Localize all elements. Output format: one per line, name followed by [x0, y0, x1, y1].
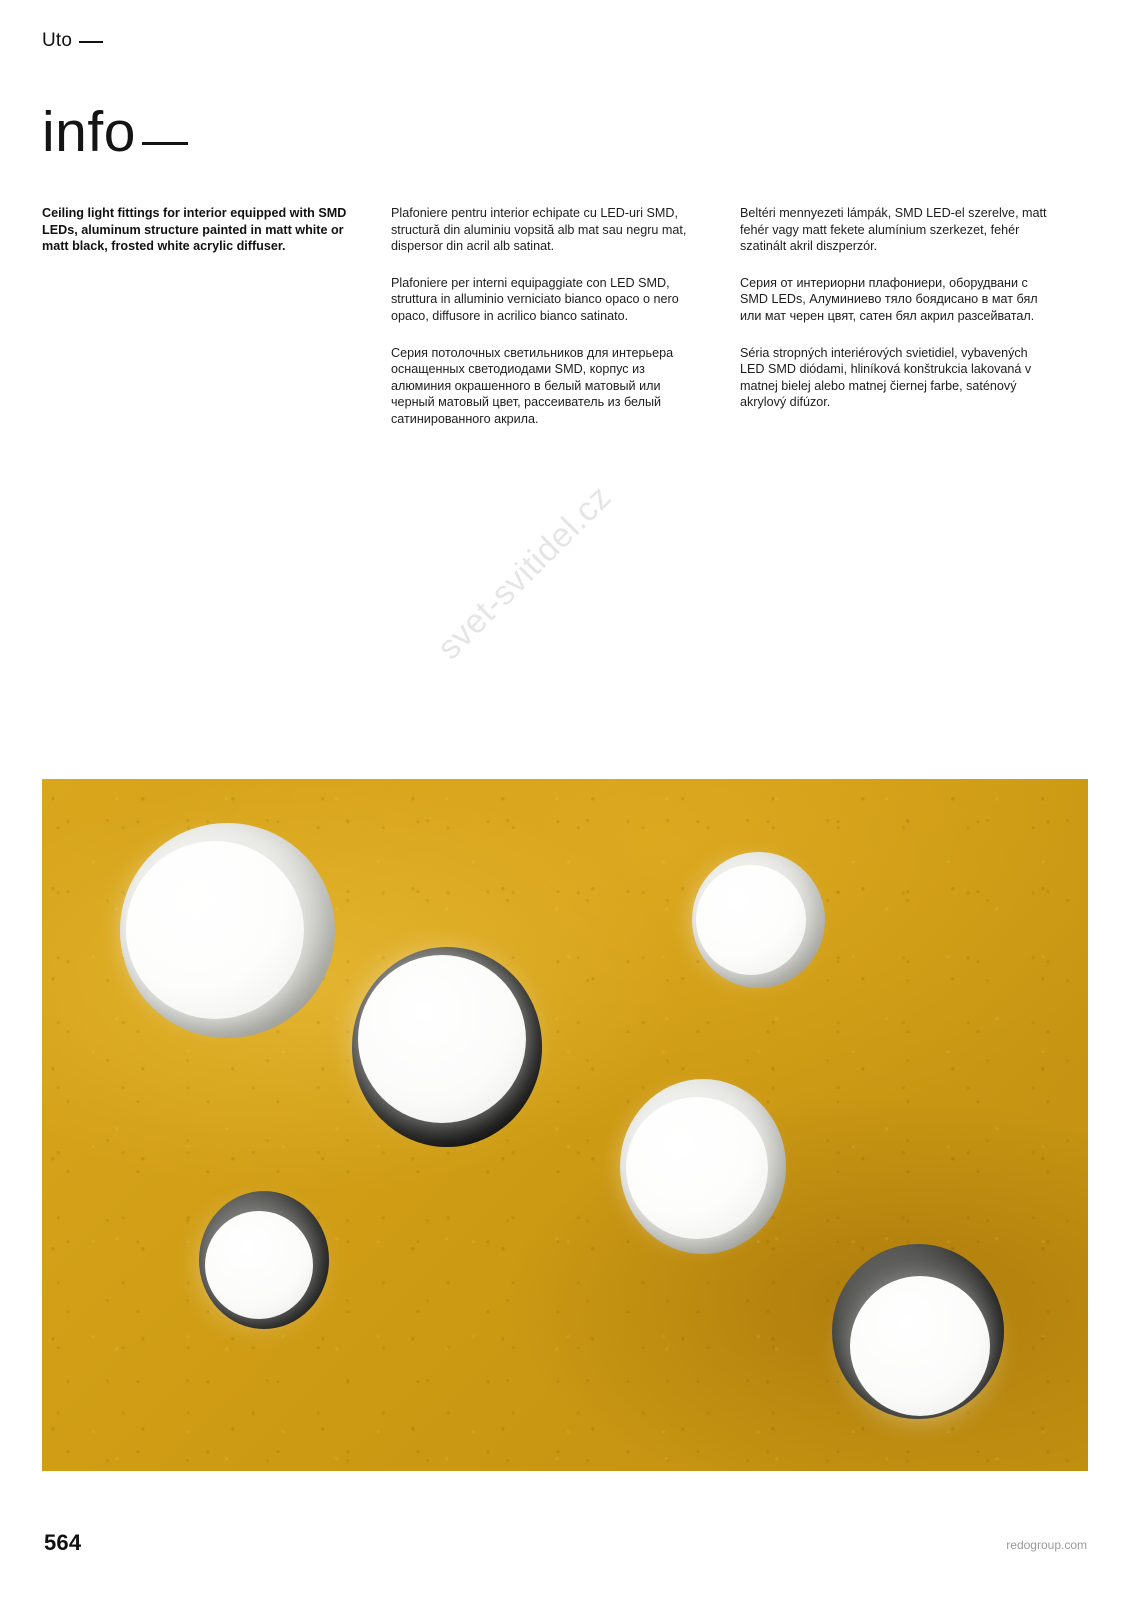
column-hungarian-bulgarian-slovak: [740, 205, 1053, 428]
lamp-white-large-left: [120, 823, 335, 1038]
paragraph: Plafoniere pentru interior echipate cu LED-uri SMD, structură din aluminiu vopsită alb mat sau negru mat, dispersor din acril alb satinat.: [391, 206, 687, 254]
paragraph: Plafoniere per interni equipaggiate con LED SMD, struttura in alluminio verniciato bianco opaco o nero opaco, diffusore in acrilico bianco satinato.: [391, 275, 679, 323]
page-title-label: info: [42, 100, 136, 164]
page-title: [42, 100, 188, 164]
paragraph: Beltéri mennyezeti lámpák, SMD LED-el szerelve, matt fehér vagy matt fekete alumínium szerkezet, fehér szatinált akril diszperzór.: [740, 206, 1047, 254]
lamp-black-medium-bottom-right: [832, 1244, 1004, 1419]
watermark: svet-svitidel.cz: [430, 478, 619, 667]
lamp-diffuser: [358, 955, 526, 1123]
lamp-diffuser: [126, 841, 304, 1019]
column-romanian-italian-russian: [391, 205, 704, 428]
brand-underline-icon: [79, 41, 103, 43]
brand-label: Uto: [42, 30, 73, 51]
column-english: [42, 205, 355, 428]
paragraph: Ceiling light fittings for interior equipped with SMD LEDs, aluminum structure painted in matt white or matt black, frosted white acrylic diffuser.: [42, 206, 347, 254]
page-number: 564: [44, 1530, 82, 1555]
lamp-diffuser: [205, 1211, 313, 1319]
lamp-diffuser: [850, 1276, 990, 1416]
brand-mark: [42, 30, 103, 52]
lamp-white-medium-right: [620, 1079, 786, 1254]
lamp-diffuser: [626, 1097, 768, 1239]
lamp-diffuser: [696, 865, 806, 975]
title-underline-icon: [142, 142, 188, 145]
description-columns: [42, 205, 1067, 428]
lamp-white-small-top-right: [692, 852, 825, 988]
website-url: redogroup.com: [1006, 1538, 1087, 1552]
paragraph: Серия от интериорни плафониери, оборудвани с SMD LEDs, Алуминиево тяло боядисано в мат бял или мат черен цвят, сатен бял акрил разсейватал.: [740, 275, 1038, 323]
lamp-black-small-bottom-left: [199, 1191, 329, 1329]
paragraph: Серия потолочных светильников для интерьера оснащенных светодиодами SMD, корпус из алюминия окрашенного в белый матовый или черный матовый цвет, рассеиватель из белый сатинированного акрила.: [391, 345, 674, 426]
paragraph: Séria stropných interiérových svietidiel, vybavených LED SMD diódami, hliníková konštrukcia lakovaná v matnej bielej alebo matnej čiernej farbe, saténový akrylový difúzor.: [740, 345, 1032, 410]
product-photo: [42, 779, 1088, 1471]
lamp-black-large-center: [352, 947, 542, 1147]
